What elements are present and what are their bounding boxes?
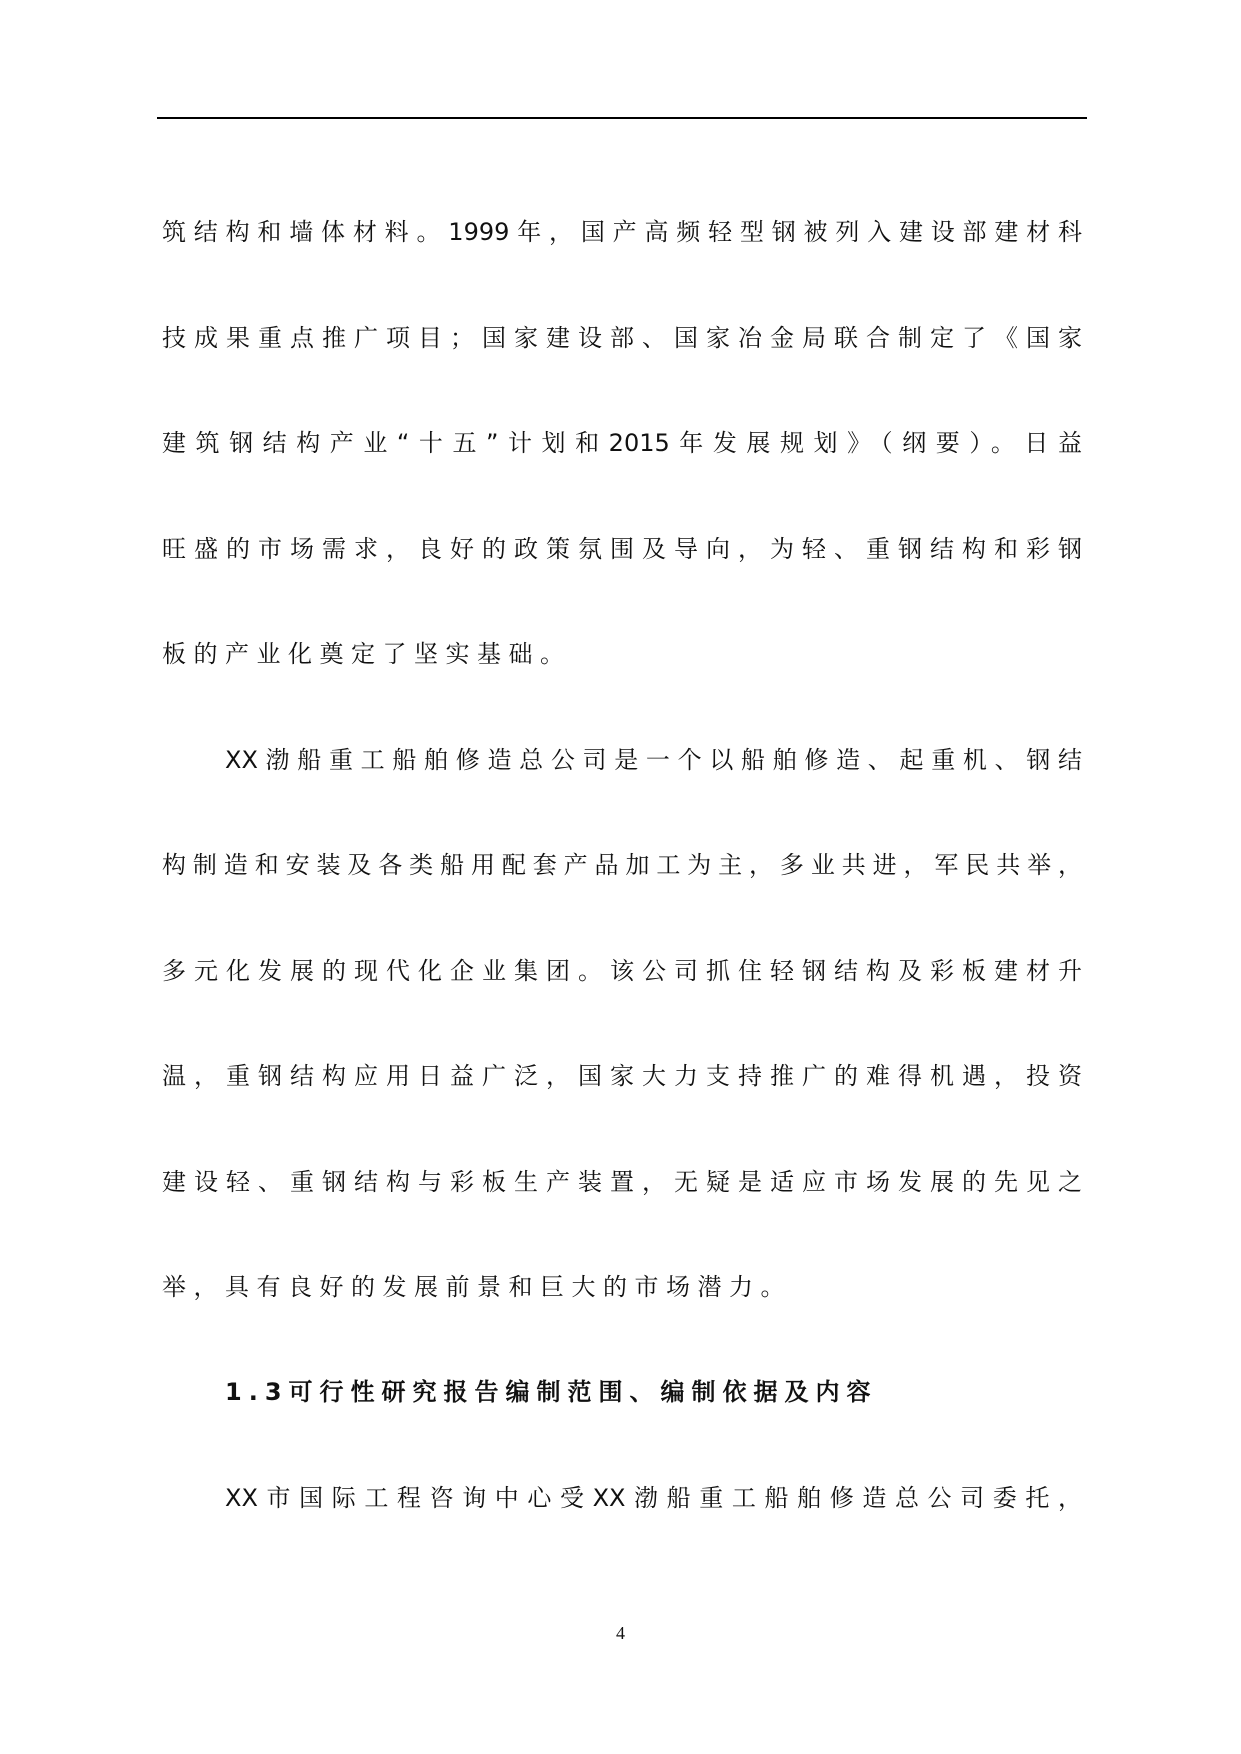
paragraph-line: 建筑钢结构产业“十五”计划和2015年发展规划》（纲要）。日益 (162, 429, 1082, 457)
paragraph-line: 筑结构和墙体材料。1999年，国产高频轻型钢被列入建设部建材科 (162, 218, 1082, 246)
paragraph-line: 温，重钢结构应用日益广泛，国家大力支持推广的难得机遇，投资 (162, 1062, 1082, 1090)
paragraph-line: XX渤船重工船舶修造总公司是一个以船舶修造、起重机、钢结 (225, 746, 1082, 774)
paragraph-line: XX市国际工程咨询中心受XX渤船重工船舶修造总公司委托， (225, 1484, 1082, 1512)
paragraph-line: 多元化发展的现代化企业集团。该公司抓住轻钢结构及彩板建材升 (162, 957, 1082, 985)
paragraph-line: 板的产业化奠定了坚实基础。 (162, 640, 572, 668)
paragraph-line: 构制造和安装及各类船用配套产品加工为主，多业共进，军民共举， (162, 851, 1082, 879)
header-rule (157, 117, 1087, 119)
paragraph-line: 举，具有良好的发展前景和巨大的市场潜力。 (162, 1273, 792, 1301)
paragraph-line: 技成果重点推广项目；国家建设部、国家冶金局联合制定了《国家 (162, 324, 1082, 352)
section-heading: 1.3可行性研究报告编制范围、编制依据及内容 (225, 1378, 878, 1406)
paragraph-line: 建设轻、重钢结构与彩板生产装置，无疑是适应市场发展的先见之 (162, 1168, 1082, 1196)
paragraph-line: 旺盛的市场需求，良好的政策氛围及导向，为轻、重钢结构和彩钢 (162, 535, 1082, 563)
page-number: 4 (616, 1623, 625, 1643)
